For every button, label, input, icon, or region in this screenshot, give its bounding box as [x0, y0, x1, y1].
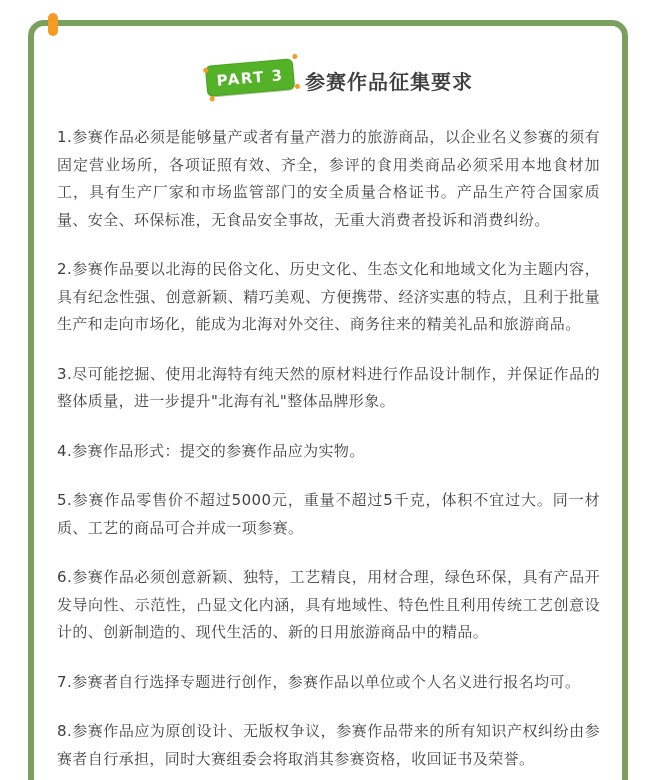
requirement-paragraph-1: 1.参赛作品必须是能够量产或者有量产潜力的旅游商品，以企业名义参赛的须有固定营业场所，各项证照有效、齐全，参评的食用类商品必须采用本地食材加工，具有生产厂家和市场监管部门的安全质量合格证书。产品生产符合国家质量、安全、环保标准，无食品安全事故，无重大消费者投诉和消费纠纷。: [57, 128, 600, 229]
orange-clip-decoration: [48, 13, 58, 36]
requirement-paragraph-5: 5.参赛作品零售价不超过5000元，重量不超过5千克，体积不宜过大。同一材质、工艺的商品可合并成一项参赛。: [57, 491, 600, 537]
part-badge-label: PART 3: [215, 65, 285, 90]
requirement-paragraph-4: 4.参赛作品形式：提交的参赛作品应为实物。: [57, 441, 365, 460]
requirement-paragraph-6: 6.参赛作品必须创意新颖、独特，工艺精良，用材合理，绿色环保，具有产品开发导向性、示范性，凸显文化内涵，具有地域性、特色性且利用传统工艺创意设计的、创新制造的、现代生活的、新的日用旅游商品中的精品。: [57, 568, 600, 641]
badge-corner-dot: [203, 68, 208, 73]
requirement-paragraph-8: 8.参赛作品应为原创设计、无版权争议，参赛作品带来的所有知识产权纠纷由参赛者自行承担，同时大赛组委会将取消其参赛资格，收回证书及荣誉。: [57, 722, 600, 768]
requirement-paragraph-2: 2.参赛作品要以北海的民俗文化、历史文化、生态文化和地域文化为主题内容，具有纪念性强、创意新颖、精巧美观、方便携带、经济实惠的特点，且利于批量生产和走向市场化，能成为北海对外交往、商务往来的精美礼品和旅游商品。: [57, 260, 600, 333]
requirements-list: [57, 124, 600, 780]
requirement-paragraph-3: 3.尽可能挖掘、使用北海特有纯天然的原材料进行作品设计制作，并保证作品的整体质量，进一步提升"北海有礼"整体品牌形象。: [57, 364, 600, 410]
requirement-paragraph-7: 7.参赛者自行选择专题进行创作，参赛作品以单位或个人名义进行报名均可。: [57, 672, 581, 691]
section-title: 参赛作品征集要求: [305, 70, 473, 94]
